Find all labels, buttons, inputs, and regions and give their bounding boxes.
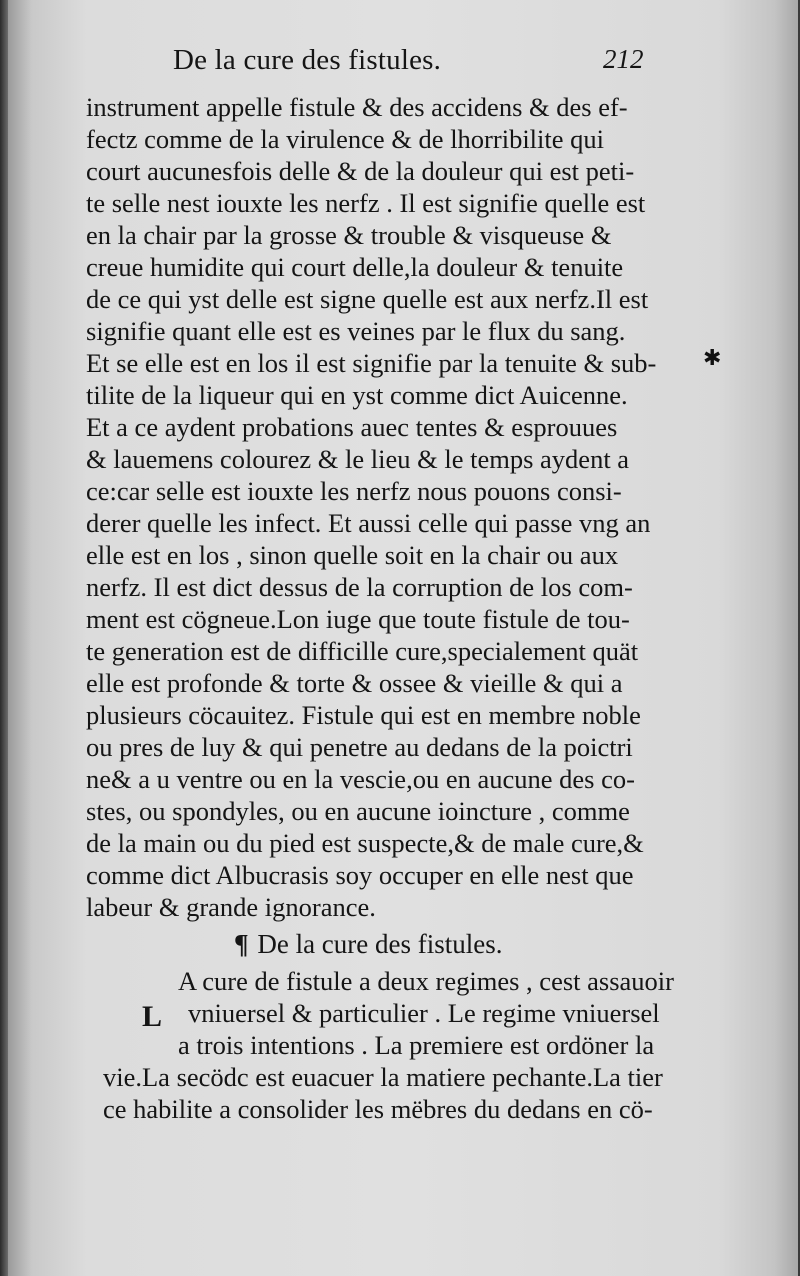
text-line: ce:car selle est iouxte les nerfz nous pouons consi- <box>86 476 622 506</box>
margin-asterisk-marker: ✱ <box>703 345 722 370</box>
pilcrow-icon: ¶ <box>234 929 249 959</box>
text-line: tilite de la liqueur qui en yst comme dict Auicenne. <box>86 380 628 410</box>
book-page <box>8 0 798 1276</box>
text-line: ou pres de luy & qui penetre au dedans de la poictri <box>86 732 633 762</box>
section-heading-text: De la cure des fistules. <box>257 929 503 959</box>
text-line: & lauemens colourez & le lieu & le temps aydent a <box>86 444 630 474</box>
text-line: ment est cögneue.Lon iuge que toute fistule de tou- <box>86 604 630 634</box>
text-line: signifie quant elle est es veines par le flux du sang. <box>86 316 626 346</box>
text-line: creue humidite qui court delle,la douleur & tenuite <box>86 252 624 282</box>
section-line: ce habilite a consolider les mëbres du dedans en cö- <box>103 1094 653 1124</box>
text-line: derer quelle les infect. Et aussi celle qui passe vng an <box>86 508 651 538</box>
text-line: Et a ce aydent probations auec tentes & esprouues <box>86 412 618 442</box>
text-line: instrument appelle fistule & des accidens & des ef- <box>86 92 628 122</box>
section-line: vniuersel & particulier . Le regime vniuersel <box>188 998 660 1028</box>
text-line: te generation est de difficille cure,specialement quät <box>86 636 639 666</box>
text-line: Et se elle est en los il est signifie par la tenuite & sub- <box>86 348 657 378</box>
section-line: vie.La secödc est euacuer la matiere pechante.La tier <box>103 1062 663 1092</box>
page-header <box>8 44 798 84</box>
text-line: court aucunesfois delle & de la douleur qui est peti- <box>86 156 635 186</box>
running-title: De la cure des fistules. <box>173 44 442 76</box>
text-line: comme dict Albucrasis soy occuper en elle nest que <box>86 860 634 890</box>
text-line: de ce qui yst delle est signe quelle est aux nerfz.Il est <box>86 284 649 314</box>
text-line: de la main ou du pied est suspecte,& de male cure,& <box>86 828 644 858</box>
page-number: 212 <box>603 44 644 74</box>
text-line: elle est profonde & torte & ossee & vieille & qui a <box>86 668 623 698</box>
text-line: elle est en los , sinon quelle soit en la chair ou aux <box>86 540 619 570</box>
section-line: A cure de fistule a deux regimes , cest assauoir <box>178 966 674 996</box>
text-line: plusieurs cöcauitez. Fistule qui est en membre noble <box>86 700 641 730</box>
text-line: en la chair par la grosse & trouble & visqueuse & <box>86 220 612 250</box>
text-line: ne& a u ventre ou en la vescie,ou en aucune des co- <box>86 764 635 794</box>
text-line: stes, ou spondyles, ou en aucune ioincture , comme <box>86 796 630 826</box>
drop-initial: L <box>142 1000 163 1033</box>
text-line: nerfz. Il est dict dessus de la corruption de los com- <box>86 572 633 602</box>
section-line: a trois intentions . La premiere est ordöner la <box>178 1030 655 1060</box>
section-heading <box>234 929 503 960</box>
text-line: labeur & grande ignorance. <box>86 892 376 922</box>
text-line: te selle nest iouxte les nerfz . Il est signifie quelle est <box>86 188 646 218</box>
text-line: fectz comme de la virulence & de lhorribilite qui <box>86 124 605 154</box>
